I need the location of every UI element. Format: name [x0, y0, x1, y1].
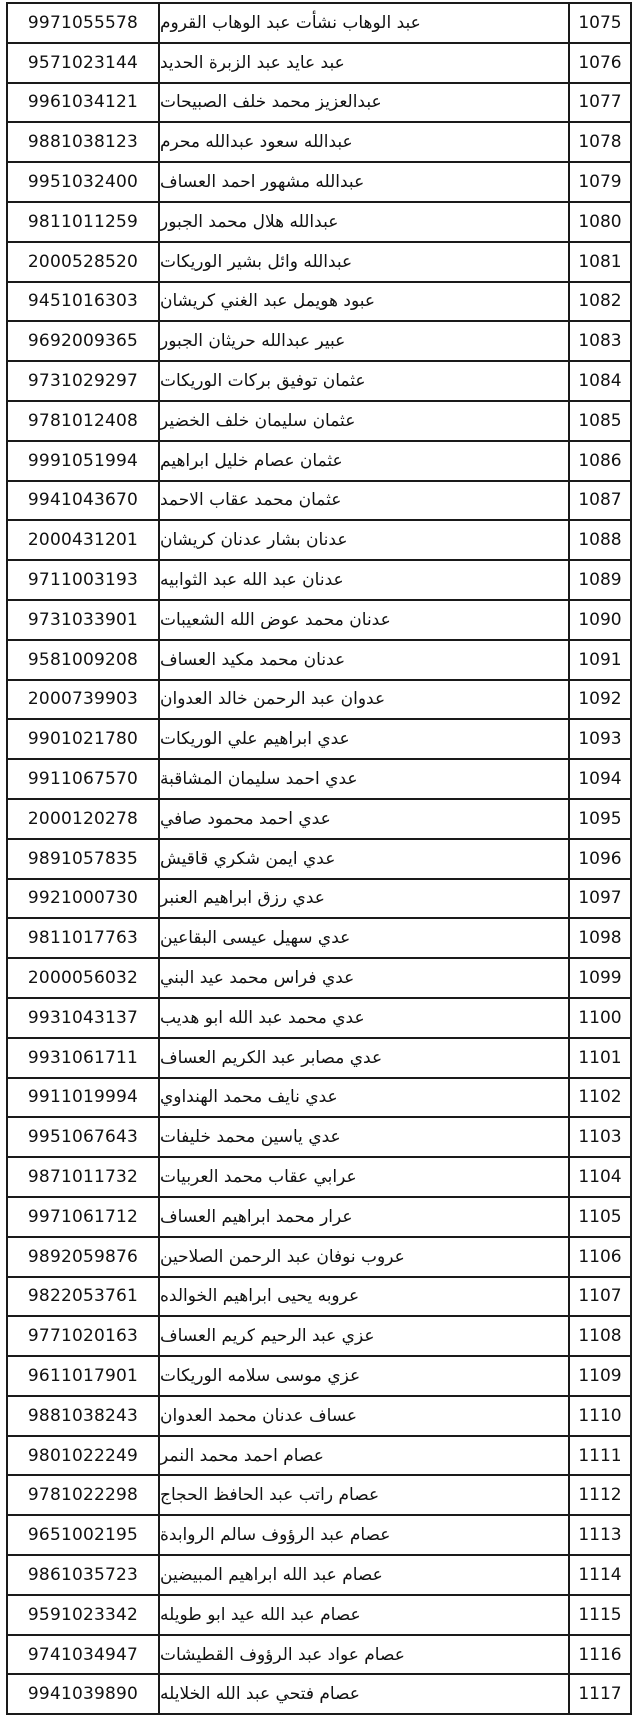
serial-number-cell: 1090 — [578, 609, 622, 630]
table-row — [8, 1238, 630, 1278]
serial-number-cell: 1077 — [578, 92, 622, 113]
name-text: عدنان محمد عوض الله الشعيبات — [160, 609, 391, 630]
table-row — [8, 1357, 630, 1397]
serial-number-cell: 1105 — [578, 1206, 622, 1227]
name-cell — [160, 840, 570, 878]
name-text: عبود هويمل عبد الغني كريشان — [160, 291, 376, 312]
name-cell — [160, 322, 570, 360]
table-row — [8, 1437, 630, 1477]
serial-number-cell: 1084 — [578, 371, 622, 392]
phone-cell: 9692009365 — [8, 322, 160, 360]
phone-cell: 9861035723 — [8, 1556, 160, 1594]
table-row — [8, 402, 630, 442]
table-row — [8, 1039, 630, 1079]
table-row — [8, 1317, 630, 1357]
name-cell — [160, 203, 570, 241]
phone-cell: 2000056032 — [8, 959, 160, 997]
phone-cell: 9822053761 — [8, 1278, 160, 1316]
table-row — [8, 1476, 630, 1516]
serial-number-cell: 1103 — [578, 1127, 622, 1148]
table-row — [8, 123, 630, 163]
name-text: عبد عايد عبد الزبرة الحديد — [160, 52, 345, 73]
table-row — [8, 203, 630, 243]
name-text: عرابي عقاب محمد العربيات — [160, 1167, 357, 1187]
table-row — [8, 1158, 630, 1198]
name-cell — [160, 880, 570, 918]
phone-cell: 9881038123 — [8, 123, 160, 161]
serial-number-cell: 1114 — [578, 1564, 622, 1585]
name-text: عبدالله هلال محمد الجبور — [160, 211, 339, 232]
table-row — [8, 681, 630, 721]
serial-number-cell: 1100 — [578, 1007, 622, 1028]
name-text: عدي مصابر عبد الكريم العساف — [160, 1047, 383, 1068]
name-cell — [160, 1437, 570, 1475]
name-cell — [160, 4, 570, 42]
phone-cell: 9591023342 — [8, 1596, 160, 1634]
table-row — [8, 1636, 630, 1676]
serial-number-cell: 1076 — [578, 52, 622, 73]
name-cell — [160, 44, 570, 82]
serial-number-cell: 1091 — [578, 649, 622, 670]
name-text: عبدالله مشهور احمد العساف — [160, 172, 365, 193]
table-row — [8, 760, 630, 800]
table-row — [8, 800, 630, 840]
name-text: عصام عبد الله ابراهيم المبيضين — [160, 1564, 383, 1585]
serial-number-cell: 1088 — [578, 530, 622, 551]
name-cell — [160, 1118, 570, 1156]
name-text: عرار محمد ابراهيم العساف — [160, 1206, 353, 1227]
serial-number-cell: 1111 — [578, 1445, 622, 1466]
name-cell — [160, 1317, 570, 1355]
name-text: عبير عبدالله حريثان الجبور — [160, 331, 346, 352]
serial-number-cell: 1080 — [578, 211, 622, 232]
name-text: عدي محمد عبد الله ابو هديب — [160, 1007, 365, 1028]
name-cell — [160, 561, 570, 599]
table-row — [8, 521, 630, 561]
phone-cell: 9911067570 — [8, 760, 160, 798]
serial-number-cell: 1075 — [578, 12, 622, 33]
serial-number-cell: 1079 — [578, 172, 622, 193]
name-cell — [160, 1238, 570, 1276]
name-cell — [160, 959, 570, 997]
phone-cell: 9811017763 — [8, 919, 160, 957]
serial-number-cell: 1083 — [578, 331, 622, 352]
name-text: عدي نايف محمد الهنداوي — [160, 1087, 338, 1108]
table-row — [8, 959, 630, 999]
name-text: عدي فراس محمد عيد البني — [160, 968, 355, 989]
table-row — [8, 362, 630, 402]
phone-cell: 9781012408 — [8, 402, 160, 440]
name-cell — [160, 1516, 570, 1554]
table-row — [8, 840, 630, 880]
table-row — [8, 243, 630, 283]
records-table — [6, 2, 632, 1715]
name-text: عروبه يحيى ابراهيم الخوالده — [160, 1286, 360, 1307]
phone-cell: 9921000730 — [8, 880, 160, 918]
table-row — [8, 1516, 630, 1556]
name-cell — [160, 163, 570, 201]
serial-number-cell: 1108 — [578, 1326, 622, 1347]
name-text: عثمان عصام خليل ابراهيم — [160, 450, 343, 471]
name-cell — [160, 919, 570, 957]
table-row — [8, 720, 630, 760]
phone-cell: 9891057835 — [8, 840, 160, 878]
table-row — [8, 919, 630, 959]
name-cell — [160, 442, 570, 480]
table-row — [8, 482, 630, 522]
phone-cell: 9801022249 — [8, 1437, 160, 1475]
name-cell — [160, 283, 570, 321]
name-text: عصام فتحي عبد الله الخلايله — [160, 1684, 360, 1705]
table-row — [8, 44, 630, 84]
table-row — [8, 999, 630, 1039]
serial-number-cell: 1109 — [578, 1365, 622, 1386]
serial-number-cell: 1093 — [578, 729, 622, 750]
phone-cell: 9731033901 — [8, 601, 160, 639]
name-cell — [160, 243, 570, 281]
serial-number-cell: 1110 — [578, 1405, 622, 1426]
serial-number-cell: 1095 — [578, 808, 622, 829]
name-text: عبدالله سعود عبدالله محرم — [160, 132, 353, 153]
name-text: عدي سهيل عيسى البقاعين — [160, 928, 351, 949]
serial-number-cell: 1115 — [578, 1604, 622, 1625]
phone-cell: 9911019994 — [8, 1079, 160, 1117]
table-row — [8, 1556, 630, 1596]
phone-cell: 9811011259 — [8, 203, 160, 241]
name-text: عبدالله وائل بشير الوريكات — [160, 251, 353, 272]
serial-number-cell: 1116 — [578, 1644, 622, 1665]
serial-number-cell: 1104 — [578, 1167, 622, 1187]
phone-cell: 9781022298 — [8, 1476, 160, 1514]
table-row — [8, 84, 630, 124]
phone-cell: 9451016303 — [8, 283, 160, 321]
name-text: عثمان سليمان خلف الخضير — [160, 410, 356, 431]
name-cell — [160, 521, 570, 559]
phone-cell: 9571023144 — [8, 44, 160, 82]
name-text: عزي موسى سلامه الوريكات — [160, 1365, 361, 1386]
name-text: عدي احمد سليمان المشاقبة — [160, 769, 358, 790]
name-cell — [160, 1198, 570, 1236]
name-cell — [160, 641, 570, 679]
name-text: عدنان محمد مكيد العساف — [160, 649, 346, 670]
table-row — [8, 641, 630, 681]
name-text: عبدالعزيز محمد خلف الصبيحات — [160, 92, 382, 113]
name-text: عصام عواد عبد الرؤوف القطيشات — [160, 1644, 405, 1665]
serial-number-cell: 1117 — [578, 1684, 622, 1705]
name-text: عبد الوهاب نشأت عبد الوهاب القروم — [160, 12, 421, 33]
table-row — [8, 1596, 630, 1636]
phone-cell: 9651002195 — [8, 1516, 160, 1554]
name-text: عروب نوفان عبد الرحمن الصلاحين — [160, 1246, 405, 1267]
name-cell — [160, 601, 570, 639]
phone-cell: 9931061711 — [8, 1039, 160, 1077]
phone-cell: 9711003193 — [8, 561, 160, 599]
serial-number-cell: 1089 — [578, 570, 622, 591]
phone-cell: 9871011732 — [8, 1158, 160, 1196]
name-cell — [160, 1675, 570, 1713]
name-text: عصام عبد الرؤوف سالم الروابدة — [160, 1525, 391, 1546]
name-cell — [160, 123, 570, 161]
serial-number-cell: 1096 — [578, 848, 622, 869]
name-text: عدي ايمن شكري قاقيش — [160, 848, 336, 869]
name-cell — [160, 362, 570, 400]
serial-number-cell: 1086 — [578, 450, 622, 471]
name-text: عدي رزق ابراهيم العنبر — [160, 888, 325, 909]
name-cell — [160, 1158, 570, 1196]
table-row — [8, 442, 630, 482]
table-row — [8, 1397, 630, 1437]
name-cell — [160, 1079, 570, 1117]
name-cell — [160, 720, 570, 758]
name-cell — [160, 1039, 570, 1077]
name-text: عصام احمد محمد النمر — [160, 1445, 324, 1466]
phone-cell: 9941039890 — [8, 1675, 160, 1713]
phone-cell: 9741034947 — [8, 1636, 160, 1674]
name-text: عدي ياسين محمد خليفات — [160, 1127, 341, 1148]
name-cell — [160, 681, 570, 719]
serial-number-cell: 1087 — [578, 490, 622, 511]
name-text: عدي ابراهيم علي الوريكات — [160, 729, 350, 750]
table-row — [8, 322, 630, 362]
phone-cell: 9731029297 — [8, 362, 160, 400]
table-row — [8, 561, 630, 601]
name-text: عثمان توفيق بركات الوريكات — [160, 371, 366, 392]
name-text: عزي عبد الرحيم كريم العساف — [160, 1326, 375, 1347]
name-cell — [160, 999, 570, 1037]
name-cell — [160, 1476, 570, 1514]
serial-number-cell: 1113 — [578, 1525, 622, 1546]
serial-number-cell: 1101 — [578, 1047, 622, 1068]
name-cell — [160, 1556, 570, 1594]
serial-number-cell: 1094 — [578, 769, 622, 790]
name-cell — [160, 482, 570, 520]
name-cell — [160, 1278, 570, 1316]
phone-cell: 9941043670 — [8, 482, 160, 520]
name-cell — [160, 1397, 570, 1435]
table-row — [8, 1278, 630, 1318]
phone-cell: 9771020163 — [8, 1317, 160, 1355]
name-text: عساف عدنان محمد العدوان — [160, 1405, 358, 1426]
serial-number-cell: 1078 — [578, 132, 622, 153]
phone-cell: 9991051994 — [8, 442, 160, 480]
serial-number-cell: 1106 — [578, 1246, 622, 1267]
name-cell — [160, 1636, 570, 1674]
phone-cell: 2000528520 — [8, 243, 160, 281]
serial-number-cell: 1099 — [578, 968, 622, 989]
phone-cell: 2000120278 — [8, 800, 160, 838]
serial-number-cell: 1085 — [578, 410, 622, 431]
name-text: عصام راتب عبد الحافظ الحجاج — [160, 1485, 380, 1506]
table-row — [8, 163, 630, 203]
serial-number-cell: 1112 — [578, 1485, 622, 1506]
phone-cell: 9881038243 — [8, 1397, 160, 1435]
phone-cell: 9951032400 — [8, 163, 160, 201]
phone-cell: 9901021780 — [8, 720, 160, 758]
phone-cell: 9611017901 — [8, 1357, 160, 1395]
table-row — [8, 283, 630, 323]
name-text: عثمان محمد عقاب الاحمد — [160, 490, 342, 511]
name-text: عدوان عبد الرحمن خالد العدوان — [160, 689, 386, 710]
name-cell — [160, 84, 570, 122]
phone-cell: 9961034121 — [8, 84, 160, 122]
phone-cell: 2000431201 — [8, 521, 160, 559]
name-text: عدنان عبد الله عبد الثوابيه — [160, 570, 344, 591]
name-cell — [160, 1596, 570, 1634]
name-text: عدنان بشار عدنان كريشان — [160, 530, 348, 551]
phone-cell: 9951067643 — [8, 1118, 160, 1156]
serial-number-cell: 1107 — [578, 1286, 622, 1307]
table-row — [8, 1079, 630, 1119]
name-cell — [160, 1357, 570, 1395]
name-text: عصام عبد الله عيد ابو طويله — [160, 1604, 361, 1625]
serial-number-cell: 1081 — [578, 251, 622, 272]
phone-cell: 9971061712 — [8, 1198, 160, 1236]
serial-number-cell: 1102 — [578, 1087, 622, 1108]
name-cell — [160, 760, 570, 798]
table-row — [8, 601, 630, 641]
phone-cell: 9581009208 — [8, 641, 160, 679]
phone-cell: 2000739903 — [8, 681, 160, 719]
table-row — [8, 1198, 630, 1238]
serial-number-cell: 1098 — [578, 928, 622, 949]
phone-cell: 9931043137 — [8, 999, 160, 1037]
table-row — [8, 1118, 630, 1158]
name-cell — [160, 402, 570, 440]
serial-number-cell: 1082 — [578, 291, 622, 312]
name-text: عدي احمد محمود صافي — [160, 808, 331, 829]
name-cell — [160, 800, 570, 838]
serial-number-cell: 1092 — [578, 689, 622, 710]
table-row — [8, 880, 630, 920]
serial-number-cell: 1097 — [578, 888, 622, 909]
table-row — [8, 1675, 630, 1715]
phone-cell: 9971055578 — [8, 4, 160, 42]
table-row — [8, 4, 630, 44]
phone-cell: 9892059876 — [8, 1238, 160, 1276]
